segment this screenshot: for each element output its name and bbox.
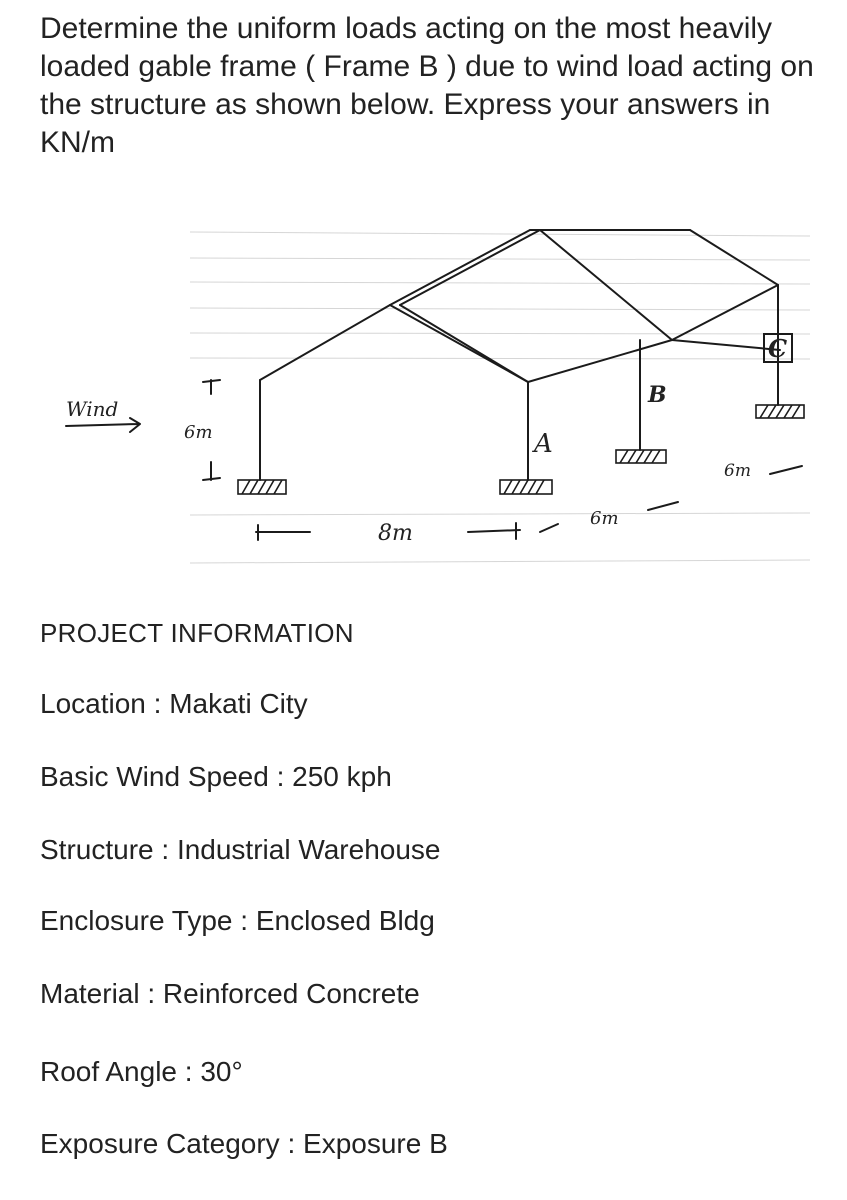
frame-c-label: C [768, 334, 788, 363]
ridge-line-1 [390, 230, 530, 305]
info-roof-angle: Roof Angle : 30° [40, 1056, 243, 1087]
supports [238, 405, 804, 494]
spacing-dim-2 [648, 502, 678, 510]
frame-c-rafter-3 [672, 285, 778, 340]
wind-label: Wind [66, 397, 119, 421]
spacing-dim-3 [770, 466, 802, 474]
info-enclosure: Enclosure Type : Enclosed Bldg [40, 905, 435, 936]
info-material: Material : Reinforced Concrete [40, 978, 420, 1009]
frame-b-ridge [400, 230, 540, 305]
frame-near-left-rafter [260, 305, 390, 380]
eave-line [528, 340, 672, 382]
question-text: Determine the uniform loads acting on the most heavily loaded gable frame ( Frame B ) due to wind load acting on the structure as shown below. Express your answers in KN/m [40, 12, 814, 159]
frame-sketch [60, 190, 820, 580]
info-heading: PROJECT INFORMATION [40, 618, 354, 648]
span-dim-right [468, 530, 520, 532]
spacing-label-2: 6m [724, 461, 751, 481]
gable-frame-drawing [60, 190, 820, 580]
frame-b-right-rafter [540, 230, 672, 340]
info-wind-speed: Basic Wind Speed : 250 kph [40, 761, 392, 792]
span-label: 8m [378, 521, 413, 546]
info-structure: Structure : Industrial Warehouse [40, 834, 441, 865]
frame-b-left-rafter [400, 305, 528, 382]
frame-a-label: A [534, 429, 553, 459]
spacing-dim-1 [540, 524, 558, 532]
frame-b-label: B [648, 382, 667, 408]
spacing-label-1: 6m [590, 508, 619, 529]
info-exposure: Exposure Category : Exposure B [40, 1128, 448, 1159]
height-label: 6m [184, 422, 213, 443]
info-location: Location : Makati City [40, 688, 308, 719]
frame-c-rafter-2 [690, 230, 778, 285]
paper-lines [190, 232, 810, 563]
